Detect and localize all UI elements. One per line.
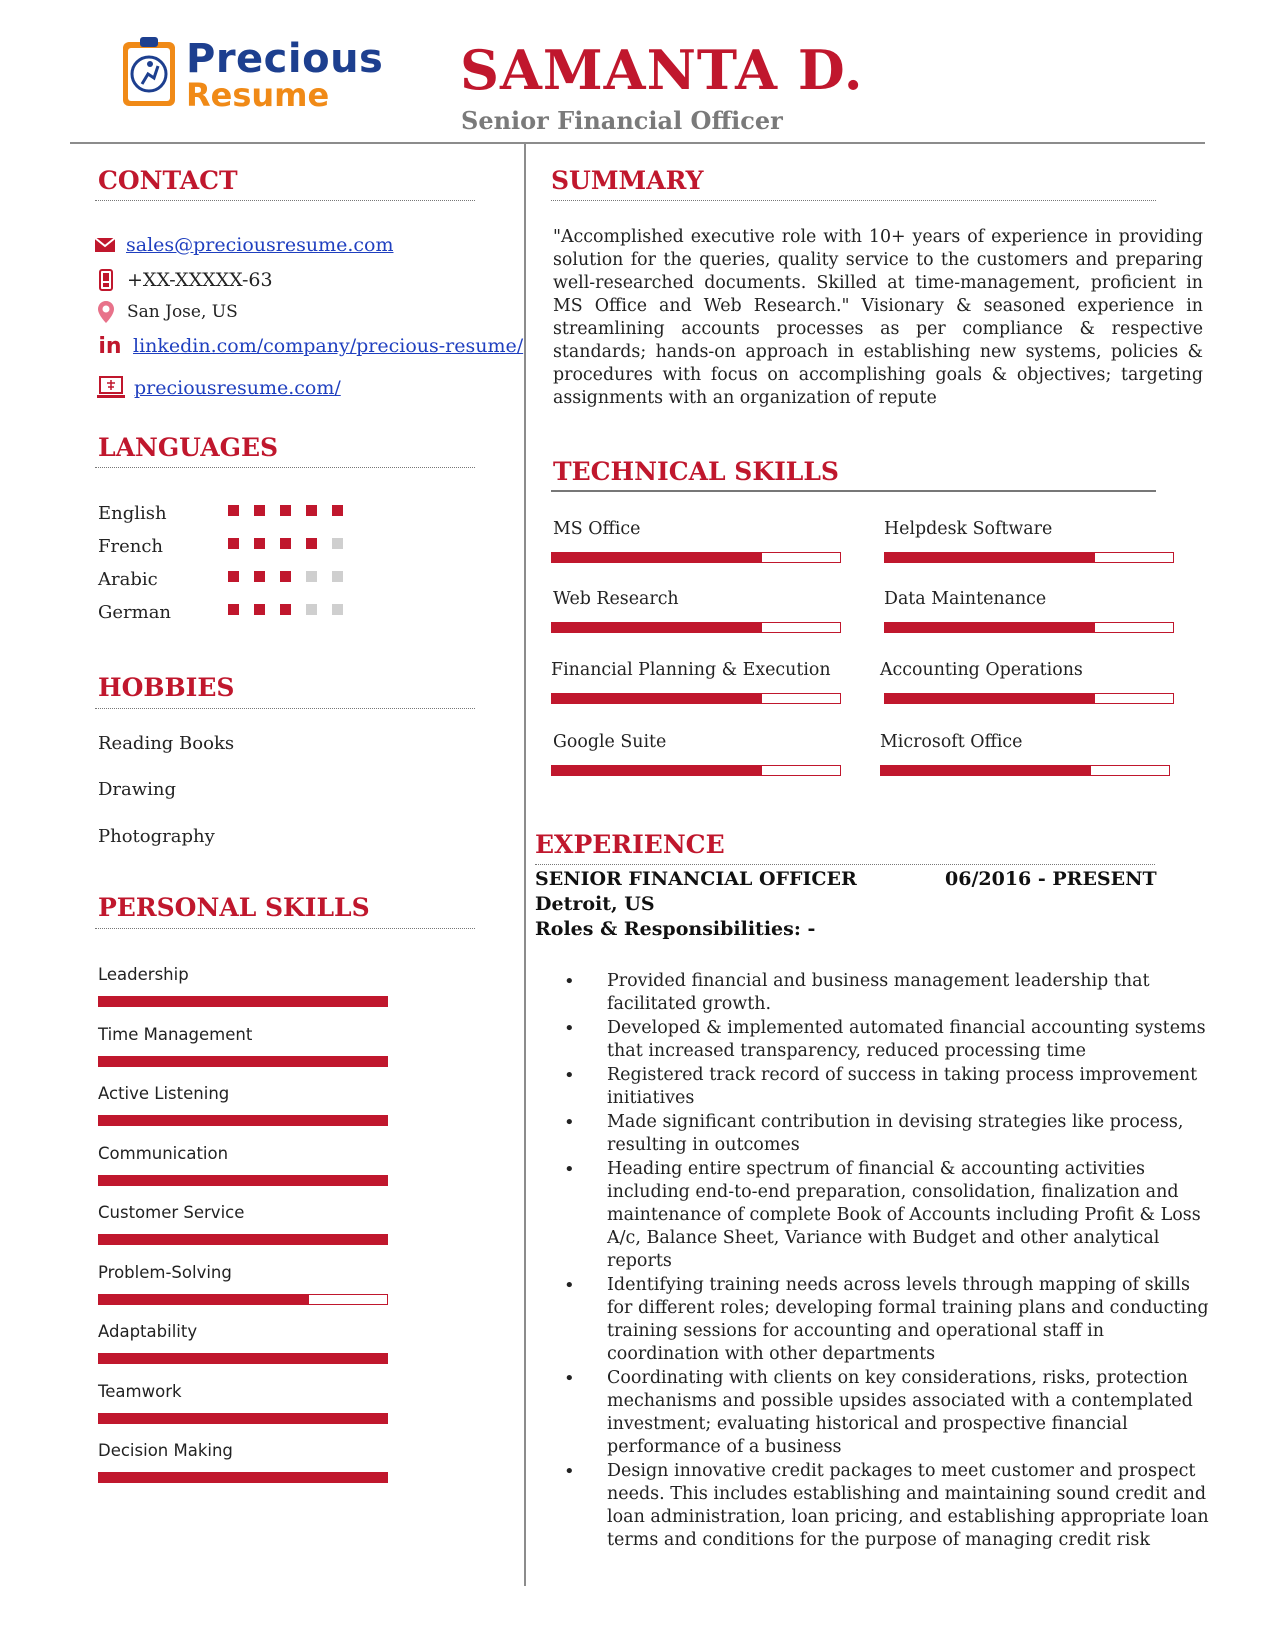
personal-skill-bar-fill	[99, 1414, 387, 1423]
rating-dot	[306, 505, 317, 516]
rating-dot	[280, 571, 291, 582]
technical-skill-bar	[551, 693, 841, 704]
language-name: German	[98, 602, 172, 623]
language-name: Arabic	[98, 569, 158, 590]
rating-dot	[280, 538, 291, 549]
rating-dot	[254, 538, 265, 549]
location-pin-icon	[95, 300, 117, 324]
contact-linkedin-row	[97, 334, 523, 358]
technical-skill-bar-fill	[885, 694, 1095, 703]
header-divider	[70, 142, 1205, 144]
contact-heading: CONTACT	[98, 166, 238, 195]
technical-skill-label: Data Maintenance	[884, 589, 1047, 609]
technical-skill-bar	[551, 552, 841, 563]
technical-skill-label: Google Suite	[553, 732, 667, 752]
technical-skill-bar-fill	[885, 623, 1095, 632]
linkedin-link[interactable]: linkedin.com/company/precious-resume/	[133, 335, 524, 357]
responsibility-item: • Coordinating with clients on key considerations, risks, protection mechanisms and possible upsides associated with a contemplated investment; evaluating historical and prospective financial performance of a business	[560, 1367, 1210, 1459]
language-rating	[228, 604, 358, 615]
technical-skill-bar-fill	[881, 766, 1091, 775]
experience-location: Detroit, US	[535, 893, 655, 915]
language-rating	[228, 538, 358, 549]
responsibility-item: • Identifying training needs across levels through mapping of skills for different roles; developing formal training plans and conducting training sessions for accounting and operational staff in coordination with other departments	[560, 1274, 1210, 1366]
contact-website-row	[96, 376, 341, 400]
personal-skill-label: Communication	[98, 1143, 229, 1163]
personal-skill-label: Problem-Solving	[98, 1262, 232, 1282]
rating-dot	[332, 505, 343, 516]
hobby-item: Photography	[98, 826, 215, 847]
contact-phone-row	[95, 268, 273, 292]
personal-skill-label: Teamwork	[98, 1381, 182, 1401]
technical-skill-label: Accounting Operations	[880, 660, 1083, 680]
technical-skill-bar-fill	[552, 694, 762, 703]
rating-dot	[228, 505, 239, 516]
technical-skill-bar-fill	[552, 623, 762, 632]
personal-skill-bar	[98, 1234, 388, 1245]
hobby-item: Drawing	[98, 779, 177, 800]
responsibility-item: • Design innovative credit packages to meet customer and prospect needs. This includes establishing and maintaining sound credit and loan administration, loan pricing, and establishing appropriate loan terms and conditions for the purpose of managing credit risk	[560, 1460, 1210, 1552]
technical-skill-bar-fill	[552, 553, 762, 562]
language-rating	[228, 505, 358, 516]
language-rating	[228, 571, 358, 582]
personal-skill-bar-fill	[99, 1057, 387, 1066]
logo-text-resume: Resume	[186, 76, 330, 114]
personal-skill-label: Time Management	[98, 1024, 253, 1044]
personal-skill-bar	[98, 1413, 388, 1424]
technical-skill-bar	[880, 765, 1170, 776]
personal-skill-label: Adaptability	[98, 1322, 198, 1341]
technical-skill-label: Helpdesk Software	[884, 519, 1053, 539]
personal-skill-bar	[98, 1472, 388, 1483]
summary-text: "Accomplished executive role with 10+ years of experience in providing solution for the queries, quality service to the customers and preparing well-researched documents. Skilled at time-management, proficient in MS Office and Web Research." Visionary & seasoned experience in streamlining accounts processes as per compliance & respective standards; hands-on approach in establishing new systems, policies & procedures with focus on accomplishing goals & objectives; targeting assignments with an organization of repute	[553, 227, 1203, 408]
summary-heading-rule	[551, 200, 1156, 201]
contact-location-row	[95, 300, 238, 324]
responsibility-item: • Provided financial and business management leadership that facilitated growth.	[560, 970, 1210, 1016]
laptop-icon	[96, 376, 126, 400]
technical-skills-heading-rule	[551, 490, 1156, 492]
rating-dot	[280, 505, 291, 516]
personal-skill-bar	[98, 1175, 388, 1186]
hobbies-heading: HOBBIES	[98, 673, 235, 702]
responsibility-item: • Made significant contribution in devising strategies like process, resulting in outcomes	[560, 1111, 1210, 1157]
personal-skill-bar	[98, 1294, 388, 1305]
column-divider	[524, 144, 526, 1586]
logo-badge-icon	[120, 34, 178, 110]
envelope-icon	[94, 233, 116, 257]
phone-icon	[95, 268, 117, 292]
hobbies-heading-rule	[95, 708, 475, 709]
personal-skill-bar	[98, 1353, 388, 1364]
responsibilities-list	[560, 970, 1210, 1553]
experience-heading: EXPERIENCE	[535, 830, 725, 859]
personal-skill-label: Leadership	[98, 965, 189, 984]
personal-skill-bar-fill	[99, 1473, 387, 1482]
rating-dot	[306, 604, 317, 615]
responsibility-item: • Registered track record of success in taking process improvement initiatives	[560, 1064, 1210, 1110]
linkedin-icon: in	[98, 333, 122, 359]
rating-dot	[228, 604, 239, 615]
rating-dot	[332, 538, 343, 549]
experience-heading-rule	[535, 864, 1155, 865]
personal-skill-bar-fill	[99, 997, 387, 1006]
personal-skill-bar-fill	[99, 1176, 387, 1185]
technical-skill-bar-fill	[552, 766, 762, 775]
personal-skill-bar	[98, 996, 388, 1007]
phone-number: +XX-XXXXX-63	[127, 269, 273, 291]
rating-dot	[254, 505, 265, 516]
logo-text-precious: Precious	[186, 36, 384, 82]
technical-skill-label: Financial Planning & Execution	[551, 660, 831, 680]
rating-dot	[280, 604, 291, 615]
rating-dot	[228, 571, 239, 582]
language-name: French	[98, 536, 164, 557]
candidate-title: Senior Financial Officer	[461, 106, 783, 135]
language-row	[98, 503, 358, 527]
email-link[interactable]: sales@preciousresume.com	[126, 234, 394, 256]
personal-skill-bar-fill	[99, 1354, 387, 1363]
technical-skill-bar	[884, 552, 1174, 563]
technical-skill-label: Web Research	[553, 589, 679, 609]
experience-dates: 06/2016 - PRESENT	[945, 868, 1157, 890]
personal-skills-heading-rule	[95, 928, 475, 929]
roles-label: Roles & Responsibilities: -	[535, 918, 816, 940]
languages-heading-rule	[95, 467, 475, 468]
summary-heading: SUMMARY	[551, 166, 704, 195]
contact-email-row	[94, 233, 394, 257]
personal-skills-heading: PERSONAL SKILLS	[98, 893, 370, 922]
technical-skill-bar	[884, 693, 1174, 704]
personal-skill-label: Decision Making	[98, 1441, 233, 1460]
language-row	[98, 536, 358, 560]
responsibility-item: • Developed & implemented automated financial accounting systems that increased transparency, reduced processing time	[560, 1017, 1210, 1063]
technical-skill-bar	[551, 622, 841, 633]
technical-skill-bar-fill	[885, 553, 1095, 562]
technical-skills-heading: TECHNICAL SKILLS	[553, 457, 839, 486]
website-link[interactable]: preciousresume.com/	[134, 377, 341, 399]
brand-logo	[120, 30, 390, 112]
contact-heading-rule	[95, 200, 475, 201]
language-row	[98, 569, 358, 593]
personal-skill-bar	[98, 1056, 388, 1067]
rating-dot	[306, 538, 317, 549]
responsibility-item: • Heading entire spectrum of financial & accounting activities including end-to-end preparation, consolidation, finalization and maintenance of complete Book of Accounts including Profit & Loss A/c, Balance Sheet, Variance with Budget and other analytical reports	[560, 1158, 1210, 1273]
personal-skill-bar	[98, 1115, 388, 1126]
rating-dot	[306, 571, 317, 582]
personal-skill-bar-fill	[99, 1235, 387, 1244]
personal-skill-bar-fill	[99, 1116, 387, 1125]
technical-skill-bar	[551, 765, 841, 776]
personal-skill-label: Customer Service	[98, 1203, 245, 1222]
rating-dot	[254, 604, 265, 615]
rating-dot	[332, 571, 343, 582]
rating-dot	[254, 571, 265, 582]
technical-skill-label: Microsoft Office	[880, 732, 1023, 752]
personal-skill-label: Active Listening	[98, 1084, 230, 1103]
candidate-name: SAMANTA D.	[460, 38, 864, 102]
experience-role: SENIOR FINANCIAL OFFICER	[535, 868, 857, 890]
language-name: English	[98, 503, 167, 524]
location-text: San Jose, US	[127, 302, 238, 322]
rating-dot	[332, 604, 343, 615]
language-row	[98, 602, 358, 626]
technical-skill-label: MS Office	[553, 519, 641, 539]
hobby-item: Reading Books	[98, 733, 235, 754]
technical-skill-bar	[884, 622, 1174, 633]
languages-heading: LANGUAGES	[98, 433, 279, 462]
rating-dot	[228, 538, 239, 549]
personal-skill-bar-fill	[99, 1295, 309, 1304]
